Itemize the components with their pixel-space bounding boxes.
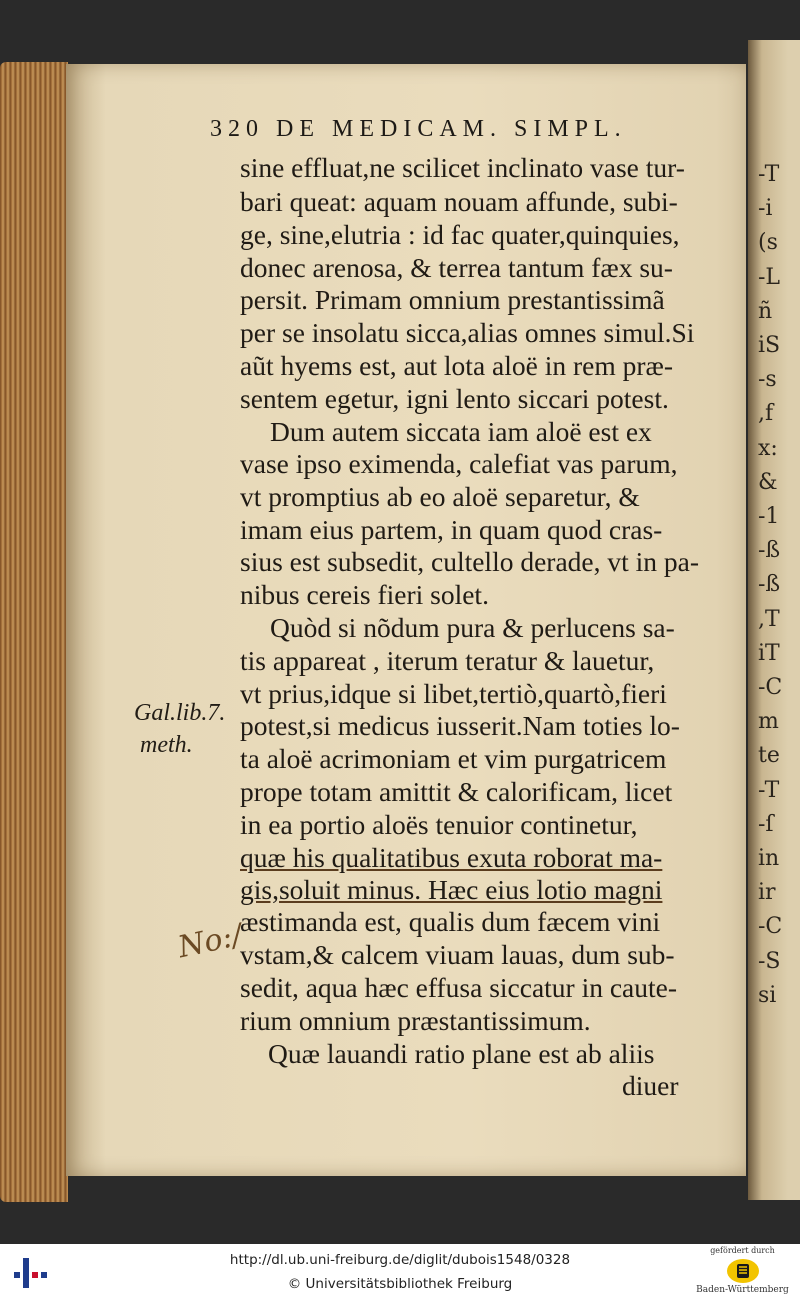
text-line: prope totam amittit & calorificam, licet xyxy=(240,776,673,807)
text-line: diuer xyxy=(622,1070,679,1101)
facing-page-fragment: -i xyxy=(758,196,773,222)
handwritten-annotation: No:/ xyxy=(175,917,246,966)
sponsor-badge xyxy=(690,1246,795,1300)
page-header: 320 DE MEDICAM. SIMPL. xyxy=(210,116,627,142)
document-url[interactable]: http://dl.ub.uni-freiburg.de/diglit/dubois1548/0328 xyxy=(229,1252,571,1268)
text-line: Dum autem siccata iam aloë est ex xyxy=(270,416,652,447)
facing-page-fragment: te xyxy=(758,743,780,769)
text-line: in ea portio aloës tenuior continetur, xyxy=(240,809,638,840)
facing-page-fragment: & xyxy=(758,469,778,495)
text-line: vstam,& calcem viuam lauas, dum sub- xyxy=(240,939,675,970)
text-line: ta aloë acrimoniam et vim purgatricem xyxy=(240,743,667,774)
facing-page-fragment: -1 xyxy=(758,504,780,529)
viewer-footer xyxy=(0,1244,800,1301)
text-line: vt prius,idque si libet,tertiò,quartò,fieri xyxy=(240,678,667,709)
facing-page-fragment: -T xyxy=(758,162,780,187)
text-line: æstimanda est, qualis dum fæcem vini xyxy=(240,906,661,937)
text-line: sine effluat,ne scilicet inclinato vase tur- xyxy=(240,152,685,183)
text-line: bari queat: aquam nouam affunde, subi- xyxy=(240,186,678,217)
facing-page-fragment: -ſ xyxy=(758,811,774,837)
text-line: gis,soluit minus. Hæc eius lotio magni xyxy=(240,874,663,905)
facing-page-fragment: si xyxy=(758,982,777,1008)
margin-note-reference: Gal.lib.7. xyxy=(134,700,226,726)
text-line: vase ipso eximenda, calefiat vas parum, xyxy=(240,448,678,479)
sponsor-name: Baden-Württemberg xyxy=(696,1285,789,1295)
text-line: sius est subsedit, cultello derade, vt in pa- xyxy=(240,546,700,577)
facing-page-fragment: -C xyxy=(758,914,783,940)
text-line: nibus cereis fieri solet. xyxy=(240,579,489,610)
text-line: vt promptius ab eo aloë separetur, & xyxy=(240,481,640,512)
facing-page-fragment: ,T xyxy=(758,606,780,632)
sponsor-label: gefördert durch xyxy=(710,1246,775,1255)
text-line: sentem egetur, igni lento siccari potest. xyxy=(240,383,669,414)
text-line: donec arenosa, & terrea tantum fæx su- xyxy=(240,252,673,283)
text-line: rium omnium præstantissimum. xyxy=(240,1005,591,1036)
text-line: tis appareat , iterum teratur & lauetur, xyxy=(240,645,655,676)
facing-page-fragment: ñ xyxy=(758,298,773,324)
facing-page-fragment: (s xyxy=(758,230,778,256)
facing-page-fragment: ir xyxy=(758,880,776,906)
text-line: persit. Primam omnium prestantissimã xyxy=(240,284,665,315)
text-line: imam eius partem, in quam quod cras- xyxy=(240,514,663,545)
facing-page-fragment: in xyxy=(758,846,780,871)
text-line: quæ his qualitatibus exuta roborat ma- xyxy=(240,842,663,873)
book-fore-edge xyxy=(0,62,68,1202)
facing-page-fragment: -ß xyxy=(758,572,781,598)
text-line: sedit, aqua hæc effusa siccatur in caute- xyxy=(240,972,678,1003)
text-line: ge, sine,elutria : id fac quater,quinquies, xyxy=(240,219,680,250)
facing-page-fragment: -L xyxy=(758,264,781,290)
facing-page-fragment: -T xyxy=(758,777,780,803)
margin-note-reference-2: meth. xyxy=(140,732,193,758)
facing-page-fragment: -S xyxy=(758,948,781,974)
facing-page-fragment: -s xyxy=(758,367,777,393)
text-line: potest,si medicus iusserit.Nam toties lo- xyxy=(240,710,680,741)
text-line: Quæ lauandi ratio plane est ab aliis xyxy=(268,1038,655,1069)
facing-page-fragment: -ß xyxy=(758,538,781,564)
text-line: per se insolatu sicca,alias omnes simul.Si xyxy=(240,317,695,348)
text-line: Quòd si nõdum pura & perlucens sa- xyxy=(270,612,675,643)
facing-page-fragment: ,f xyxy=(758,401,774,427)
text-line: aũt hyems est, aut lota aloë in rem præ- xyxy=(240,350,674,381)
facing-page-fragment: m xyxy=(758,709,779,735)
baden-wuerttemberg-crest-icon xyxy=(726,1258,760,1284)
facing-page-fragment: -C xyxy=(758,675,783,700)
facing-page-fragment: x: xyxy=(758,435,778,461)
facing-page-fragment: iS xyxy=(758,333,781,358)
copyright-notice: © Universitätsbibliothek Freiburg xyxy=(287,1276,513,1292)
facing-page-fragment: iT xyxy=(758,640,780,666)
